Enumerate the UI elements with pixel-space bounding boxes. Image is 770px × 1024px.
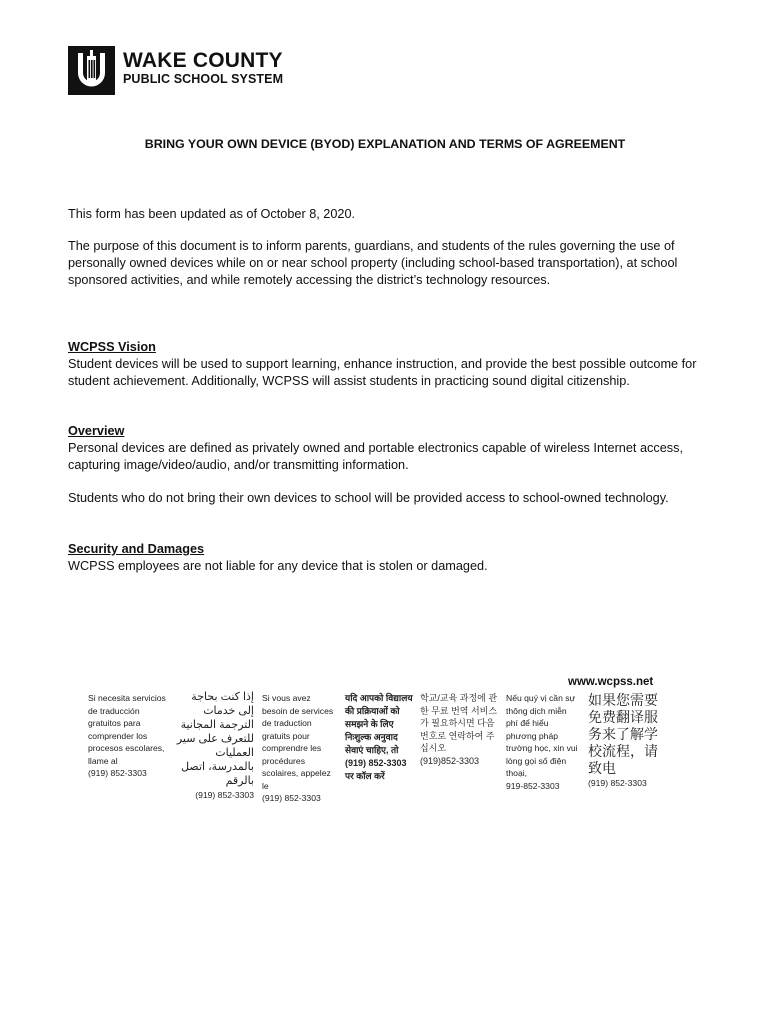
translation-ko [420, 692, 498, 768]
translation-hi-phone: (919) 852-3303 पर कॉल करें [345, 758, 407, 781]
translation-vi-phone: 919-852-3303 [506, 780, 560, 791]
translation-fr [262, 692, 336, 805]
security-section [68, 541, 698, 575]
translation-hi [345, 692, 413, 783]
updated-notice: This form has been updated as of October 8, 2020. [68, 207, 356, 221]
translation-fr-text: Si vous avez besoin de services de traduction gratuits pour comprendre les procédures scolaires, appelez le [262, 693, 334, 791]
translation-vi-text: Nếu quý vị cần sự thông dịch miễn phí để hiểu phương pháp trường học, xin vui lòng gọi số điện thoại, [506, 693, 578, 778]
translation-zh-text: 如果您需要免费翻译服务来了解学校流程，请致电 [588, 692, 658, 776]
vision-section [68, 339, 698, 390]
logo-line-2: PUBLIC SCHOOL SYSTEM [123, 72, 284, 86]
wcpss-building-icon [68, 46, 115, 95]
translation-es [88, 692, 174, 780]
security-heading: Security and Damages [68, 542, 205, 556]
security-text: WCPSS employees are not liable for any device that is stolen or damaged. [68, 559, 488, 573]
overview-heading: Overview [68, 424, 125, 438]
translation-ar [176, 690, 254, 802]
students-paragraph: Students who do not bring their own devices to school will be provided access to school-owned technology. [68, 491, 669, 505]
translation-es-phone: (919) 852-3303 [88, 768, 147, 778]
wcpss-logo [68, 46, 308, 96]
translation-ko-phone: (919)852-3303 [420, 755, 480, 766]
translation-ko-text: 학교/교육 과정에 관한 무료 번역 서비스가 필요하시면 다음 번호로 연락하여 주십시오 [420, 693, 498, 754]
logo-wordmark [123, 50, 283, 87]
overview-section [68, 423, 698, 474]
vision-text: Student devices will be used to support learning, enhance instruction, and provide the best possible outcome for student achievement. Additionally, WCPSS will assist students in practicing sound digital citizenship. [68, 357, 697, 388]
translation-hi-text: यदि आपको विद्यालय की प्रक्रियाओं को समझने के लिए निःशुल्क अनुवाद सेवाएं चाहिए, तो [345, 693, 413, 755]
website-url: www.wcpss.net [568, 676, 654, 688]
translation-vi [506, 692, 580, 792]
translation-zh-phone: (919) 852-3303 [588, 778, 647, 788]
document-title: BRING YOUR OWN DEVICE (BYOD) EXPLANATION AND TERMS OF AGREEMENT [144, 137, 626, 151]
overview-text: Personal devices are defined as privately owned and portable electronics capable of wireless Internet access, capturing image/video/audio, and/or transmitting information. [68, 441, 683, 472]
translation-zh [588, 692, 660, 790]
translation-ar-text: إذا كنت بحاجة إلى خدمات الترجمة المجانية للتعرف على سير العمليات بالمدرسة، اتصل بالرقم [176, 691, 254, 787]
translation-ar-phone: (919) 852-3303 [195, 790, 254, 800]
vision-heading: WCPSS Vision [68, 340, 156, 354]
logo-line-1: WAKE COUNTY [123, 49, 283, 72]
translation-fr-phone: (919) 852-3303 [262, 793, 321, 803]
translation-es-text: Si necesita servicios de traducción gratuitos para comprender los procesos escolares, llame al [88, 693, 166, 766]
purpose-paragraph: The purpose of this document is to inform parents, guardians, and students of the rules governing the use of personally owned devices while on or near school property (including school-based transportation), at school sponsored activities, and while remotely accessing the district’s technology resources. [68, 239, 678, 287]
